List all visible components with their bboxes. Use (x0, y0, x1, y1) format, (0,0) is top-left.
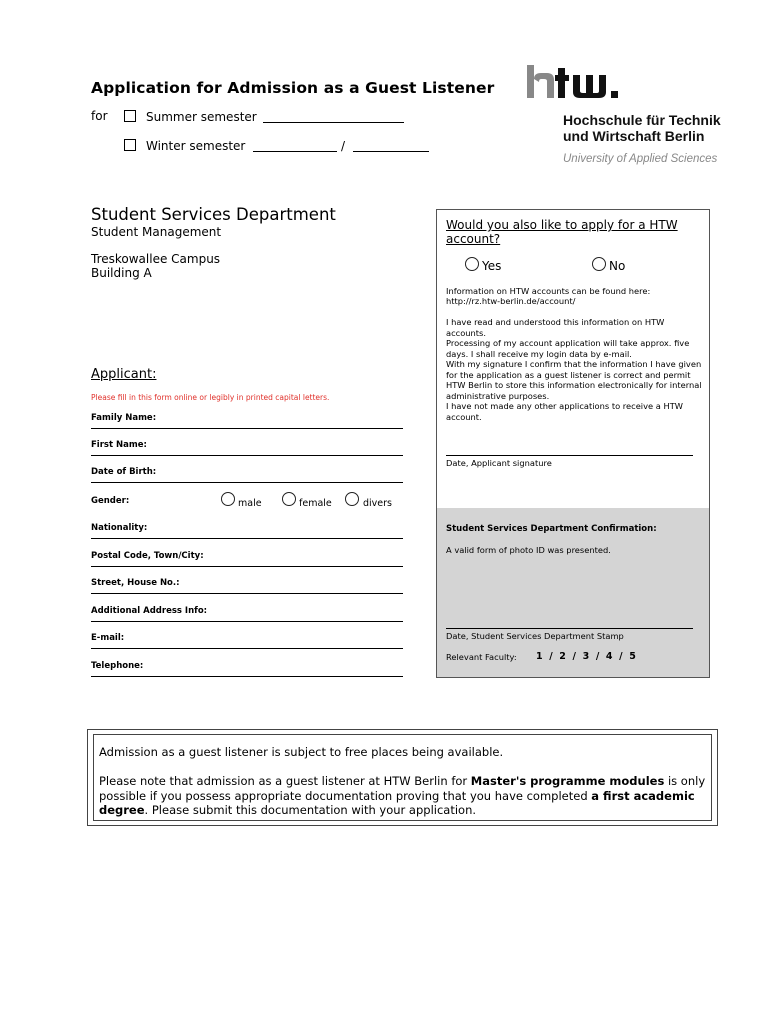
account-yes-radio[interactable] (465, 257, 479, 271)
account-info: Information on HTW accounts can be found here: (446, 286, 651, 296)
faculty-options[interactable]: 1 / 2 / 3 / 4 / 5 (536, 651, 636, 662)
account-no-radio[interactable] (592, 257, 606, 271)
additional-address-label: Additional Address Info: (91, 606, 208, 616)
first-name-field[interactable] (91, 440, 403, 456)
additional-address-field[interactable] (91, 606, 403, 622)
nationality-label: Nationality: (91, 523, 148, 533)
telephone-field[interactable] (91, 661, 403, 677)
account-info-url[interactable]: http://rz.htw-berlin.de/account/ (446, 296, 576, 306)
street-field[interactable] (91, 578, 403, 594)
summer-semester-label: Summer semester (146, 110, 257, 124)
stamp-line[interactable] (446, 628, 693, 629)
nationality-field[interactable] (91, 523, 403, 539)
notice-text-3: . Please submit this documentation with your application. (144, 803, 477, 817)
street-label: Street, House No.: (91, 578, 180, 588)
postal-field[interactable] (91, 551, 403, 567)
notice-bold-2: a first academic degree (99, 788, 695, 817)
winter-semester-checkbox[interactable] (124, 139, 136, 151)
postal-label: Postal Code, Town/City: (91, 551, 204, 561)
for-label: for (91, 109, 108, 123)
notice-bold-1: Master's programme modules (470, 774, 665, 788)
notice-box (87, 729, 718, 826)
account-question: Would you also like to apply for a HTW account? (446, 218, 678, 246)
fill-instruction: Please fill in this form online or legibly in printed capital letters. (91, 393, 330, 402)
logo-line-2: und Wirtschaft Berlin (563, 128, 705, 144)
winter-semester-label: Winter semester (146, 139, 246, 153)
winter-year-line-2[interactable] (353, 151, 429, 152)
logo-line-1: Hochschule für Technik (563, 112, 721, 128)
account-no-label: No (609, 259, 626, 273)
dob-label: Date of Birth: (91, 467, 157, 477)
htw-logo (527, 65, 645, 103)
confirmation-heading: Student Services Department Confirmation: (446, 524, 657, 534)
campus-name: Treskowallee Campus (91, 252, 221, 266)
gender-male-radio[interactable] (221, 492, 235, 506)
gender-male-label: male (238, 498, 262, 509)
gender-label: Gender: (91, 496, 130, 506)
notice-degree-requirement (99, 774, 707, 818)
notice-text-1: Please note that admission as a guest listener at HTW Berlin for (99, 774, 471, 788)
email-field[interactable] (91, 633, 403, 649)
account-yes-label: Yes (482, 259, 502, 273)
summer-semester-line[interactable] (263, 122, 404, 123)
applicant-heading: Applicant: (91, 367, 157, 382)
notice-availability: Admission as a guest listener is subject to free places being available. (99, 745, 504, 759)
department-name: Student Services Department (91, 205, 336, 224)
email-label: E-mail: (91, 633, 125, 643)
winter-year-line-1[interactable] (253, 151, 337, 152)
stamp-label: Date, Student Services Department Stamp (446, 631, 624, 641)
account-consent-text: I have read and understood this information on HTW accounts. Processing of my account application will take approx. five days. I shall receive my login data by e-mail. With my signature I confirm that the information I have given for the application as a guest listener is correct and permit HTW Berlin to store this information electronically for internal administrative purposes. I have not made any other applications to receive a HTW account. (446, 317, 702, 422)
photo-id-note: A valid form of photo ID was presented. (446, 545, 611, 555)
logo-line-3: University of Applied Sciences (563, 153, 718, 165)
family-name-field[interactable] (91, 413, 403, 429)
first-name-label: First Name: (91, 440, 147, 450)
telephone-label: Telephone: (91, 661, 144, 671)
gender-divers-radio[interactable] (345, 492, 359, 506)
notice-text-2: is only possible if you possess appropriate documentation proving that you have completed (99, 774, 706, 803)
family-name-label: Family Name: (91, 413, 157, 423)
slash: / (341, 139, 346, 153)
unit-name: Student Management (91, 225, 222, 239)
htw-logo-mark (527, 65, 645, 99)
faculty-label: Relevant Faculty: (446, 652, 517, 662)
summer-semester-checkbox[interactable] (124, 110, 136, 122)
gender-divers-label: divers (363, 498, 392, 509)
gender-female-radio[interactable] (282, 492, 296, 506)
applicant-signature-line[interactable] (446, 455, 693, 456)
gender-female-label: female (299, 498, 332, 509)
dob-field[interactable] (91, 467, 403, 483)
notice-inner (93, 734, 712, 821)
applicant-signature-label: Date, Applicant signature (446, 458, 552, 468)
building-name: Building A (91, 266, 152, 280)
form-title: Application for Admission as a Guest Listener (91, 79, 495, 97)
